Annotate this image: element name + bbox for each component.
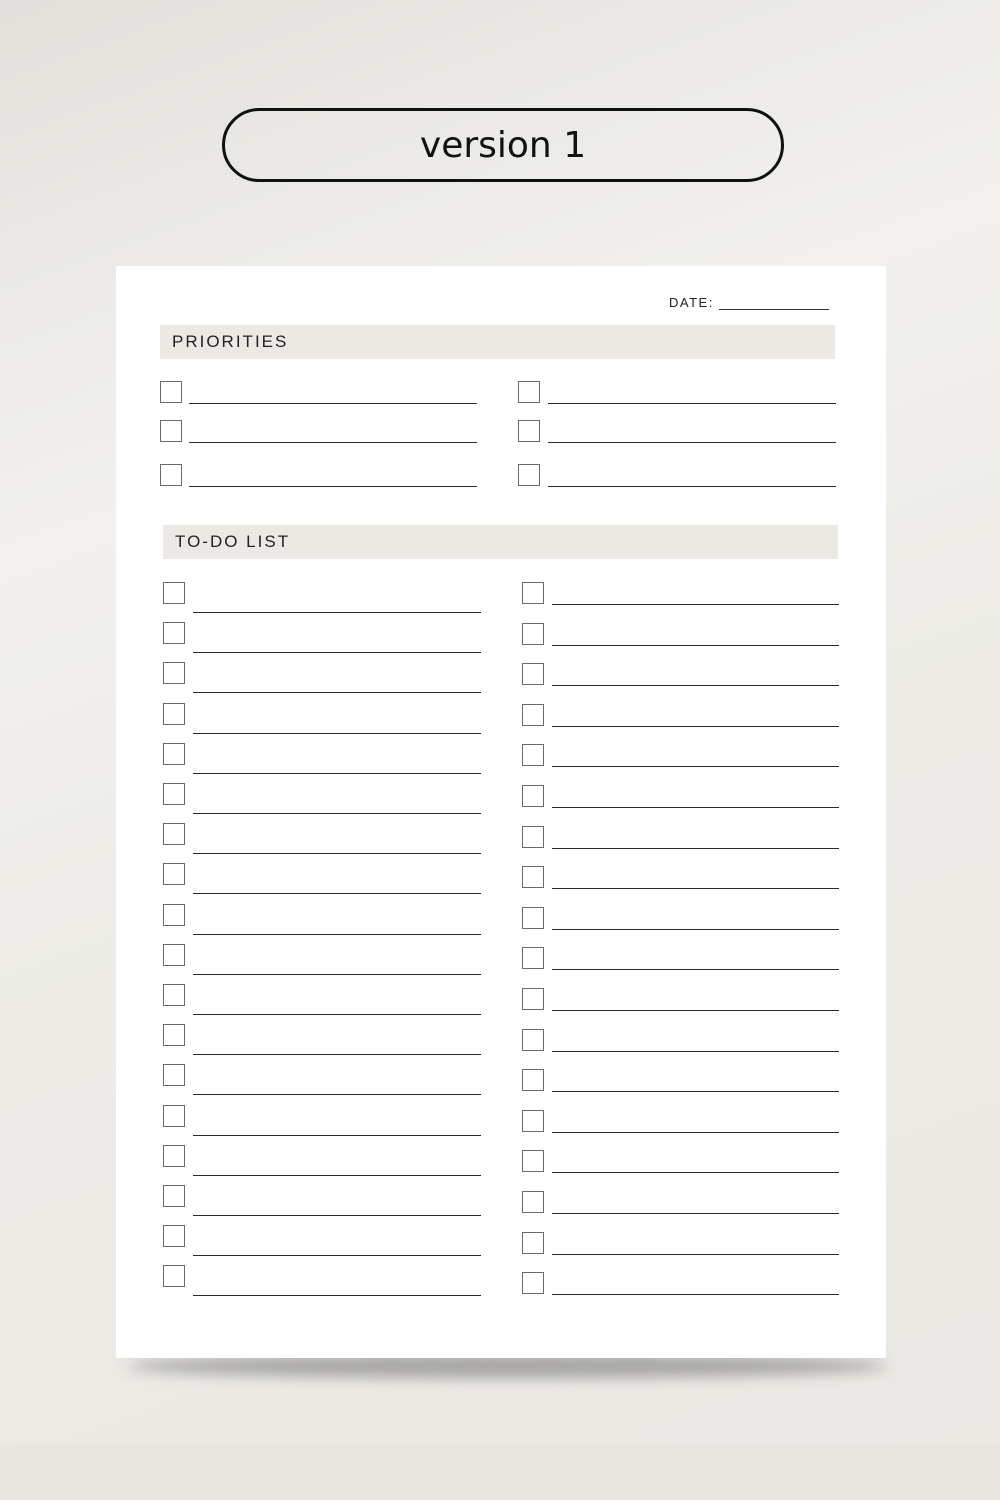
priority-checkbox[interactable] — [518, 420, 540, 442]
priority-write-line[interactable] — [548, 486, 836, 487]
todo-title: TO-DO LIST — [175, 532, 291, 551]
todo-write-line[interactable] — [552, 1213, 839, 1214]
todo-write-line[interactable] — [552, 685, 839, 686]
todo-write-line[interactable] — [552, 848, 839, 849]
todo-checkbox[interactable] — [522, 704, 544, 726]
priority-write-line[interactable] — [548, 442, 836, 443]
todo-write-line[interactable] — [552, 888, 839, 889]
todo-checkbox[interactable] — [522, 1150, 544, 1172]
todo-write-line[interactable] — [193, 692, 481, 693]
todo-write-line[interactable] — [193, 1135, 481, 1136]
todo-write-line[interactable] — [193, 773, 481, 774]
todo-write-line[interactable] — [193, 1054, 481, 1055]
todo-checkbox[interactable] — [522, 1029, 544, 1051]
todo-write-line[interactable] — [193, 1014, 481, 1015]
planner-sheet — [116, 266, 886, 1358]
todo-write-line[interactable] — [193, 1295, 481, 1296]
todo-checkbox[interactable] — [163, 1105, 185, 1127]
todo-write-line[interactable] — [552, 1132, 839, 1133]
todo-write-line[interactable] — [193, 1215, 481, 1216]
todo-checkbox[interactable] — [163, 743, 185, 765]
todo-write-line[interactable] — [552, 645, 839, 646]
todo-checkbox[interactable] — [163, 1064, 185, 1086]
todo-write-line[interactable] — [193, 612, 481, 613]
todo-checkbox[interactable] — [163, 984, 185, 1006]
todo-checkbox[interactable] — [522, 582, 544, 604]
todo-checkbox[interactable] — [163, 582, 185, 604]
todo-checkbox[interactable] — [522, 988, 544, 1010]
todo-checkbox[interactable] — [522, 785, 544, 807]
todo-checkbox[interactable] — [163, 703, 185, 725]
date-label: DATE: — [669, 295, 714, 310]
priority-write-line[interactable] — [189, 403, 477, 404]
priorities-header — [160, 325, 835, 359]
priority-write-line[interactable] — [189, 442, 477, 443]
todo-write-line[interactable] — [552, 1010, 839, 1011]
todo-write-line[interactable] — [193, 1175, 481, 1176]
todo-write-line[interactable] — [552, 1172, 839, 1173]
version-label: version 1 — [419, 124, 587, 166]
todo-checkbox[interactable] — [522, 1110, 544, 1132]
priority-write-line[interactable] — [548, 403, 836, 404]
todo-checkbox[interactable] — [163, 1185, 185, 1207]
priority-checkbox[interactable] — [160, 420, 182, 442]
todo-write-line[interactable] — [193, 1255, 481, 1256]
todo-checkbox[interactable] — [163, 1145, 185, 1167]
todo-write-line[interactable] — [193, 853, 481, 854]
todo-checkbox[interactable] — [163, 823, 185, 845]
priority-write-line[interactable] — [189, 486, 477, 487]
priority-checkbox[interactable] — [160, 464, 182, 486]
date-field-line[interactable] — [719, 309, 829, 310]
todo-write-line[interactable] — [552, 726, 839, 727]
version-badge — [222, 108, 784, 182]
todo-write-line[interactable] — [193, 733, 481, 734]
todo-checkbox[interactable] — [163, 1024, 185, 1046]
todo-checkbox[interactable] — [522, 947, 544, 969]
priorities-title: PRIORITIES — [172, 332, 289, 351]
todo-checkbox[interactable] — [163, 904, 185, 926]
todo-checkbox[interactable] — [522, 907, 544, 929]
todo-checkbox[interactable] — [163, 783, 185, 805]
todo-checkbox[interactable] — [522, 1272, 544, 1294]
todo-write-line[interactable] — [552, 1091, 839, 1092]
todo-write-line[interactable] — [552, 1254, 839, 1255]
todo-checkbox[interactable] — [522, 1232, 544, 1254]
todo-write-line[interactable] — [193, 974, 481, 975]
priority-checkbox[interactable] — [160, 381, 182, 403]
priority-checkbox[interactable] — [518, 464, 540, 486]
todo-checkbox[interactable] — [522, 866, 544, 888]
todo-checkbox[interactable] — [522, 623, 544, 645]
todo-write-line[interactable] — [552, 604, 839, 605]
todo-write-line[interactable] — [193, 652, 481, 653]
todo-write-line[interactable] — [552, 1051, 839, 1052]
todo-write-line[interactable] — [552, 969, 839, 970]
todo-checkbox[interactable] — [522, 826, 544, 848]
todo-checkbox[interactable] — [163, 662, 185, 684]
priority-checkbox[interactable] — [518, 381, 540, 403]
todo-write-line[interactable] — [552, 1294, 839, 1295]
todo-checkbox[interactable] — [522, 663, 544, 685]
todo-checkbox[interactable] — [522, 744, 544, 766]
todo-write-line[interactable] — [193, 934, 481, 935]
todo-header — [163, 525, 838, 559]
backdrop-floor — [0, 1444, 1000, 1500]
todo-write-line[interactable] — [193, 813, 481, 814]
todo-checkbox[interactable] — [163, 1265, 185, 1287]
todo-checkbox[interactable] — [522, 1069, 544, 1091]
todo-checkbox[interactable] — [163, 863, 185, 885]
todo-write-line[interactable] — [552, 807, 839, 808]
todo-write-line[interactable] — [552, 766, 839, 767]
todo-checkbox[interactable] — [522, 1191, 544, 1213]
todo-write-line[interactable] — [193, 893, 481, 894]
todo-checkbox[interactable] — [163, 1225, 185, 1247]
todo-write-line[interactable] — [193, 1094, 481, 1095]
todo-write-line[interactable] — [552, 929, 839, 930]
todo-checkbox[interactable] — [163, 944, 185, 966]
todo-checkbox[interactable] — [163, 622, 185, 644]
